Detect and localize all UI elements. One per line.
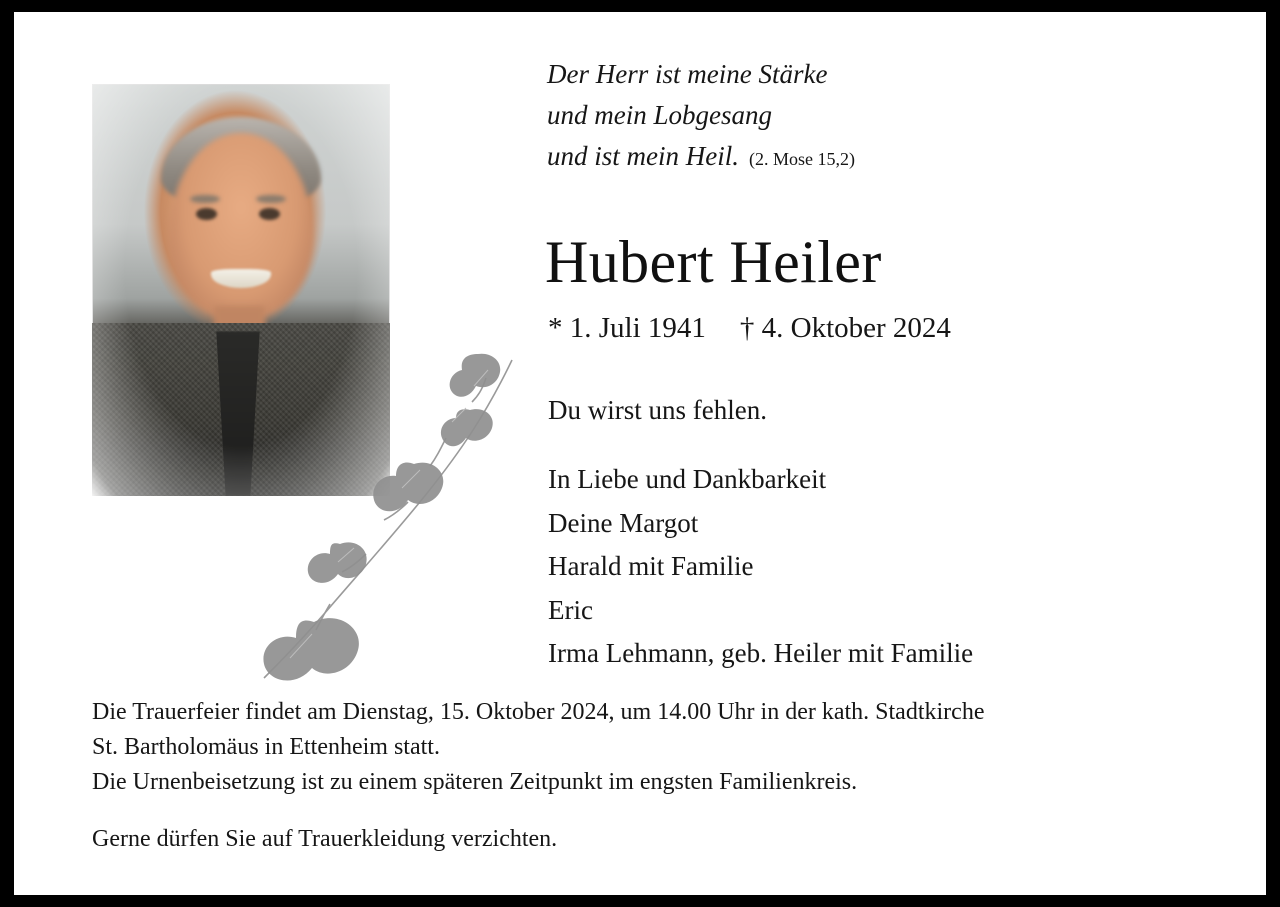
footer-spacer: [92, 800, 1212, 822]
verse-line-3-wrap: [547, 136, 1197, 180]
dresscode-note: Gerne dürfen Sie auf Trauerkleidung verzichten.: [92, 826, 558, 852]
family-line: Eric: [548, 594, 593, 625]
ceremony-line-2: St. Bartholomäus in Ettenheim statt.: [92, 734, 440, 760]
ceremony-details: [92, 695, 1212, 857]
death-date: † 4. Oktober 2024: [739, 312, 951, 344]
birth-date: * 1. Juli 1941: [548, 312, 706, 344]
ivy-branch-ornament: [250, 342, 540, 687]
verse-line-3: und ist mein Heil.: [547, 141, 739, 171]
verse-reference: (2. Mose 15,2): [748, 149, 855, 169]
family-line: Deine Margot: [548, 507, 699, 538]
verse-line-2: und mein Lobgesang: [547, 100, 772, 130]
family-line: Irma Lehmann, geb. Heiler mit Familie: [548, 638, 974, 668]
family-line: Harald mit Familie: [548, 551, 754, 581]
life-dates: [548, 312, 951, 345]
ceremony-line-1: Die Trauerfeier findet am Dienstag, 15. Oktober 2024, um 14.00 Uhr in der kath. Stadtkirche: [92, 699, 985, 725]
family-line: In Liebe und Dankbarkeit: [548, 464, 827, 494]
family-list: [548, 458, 973, 676]
deceased-name: Hubert Heiler: [545, 229, 882, 295]
farewell-line: Du wirst uns fehlen.: [548, 395, 767, 425]
ceremony-line-3: Die Urnenbeisetzung ist zu einem späteren Zeitpunkt im engsten Familienkreis.: [92, 769, 858, 795]
obituary-card: [14, 12, 1266, 895]
bible-verse: [547, 54, 1197, 180]
verse-line-1: Der Herr ist meine Stärke: [547, 59, 828, 89]
